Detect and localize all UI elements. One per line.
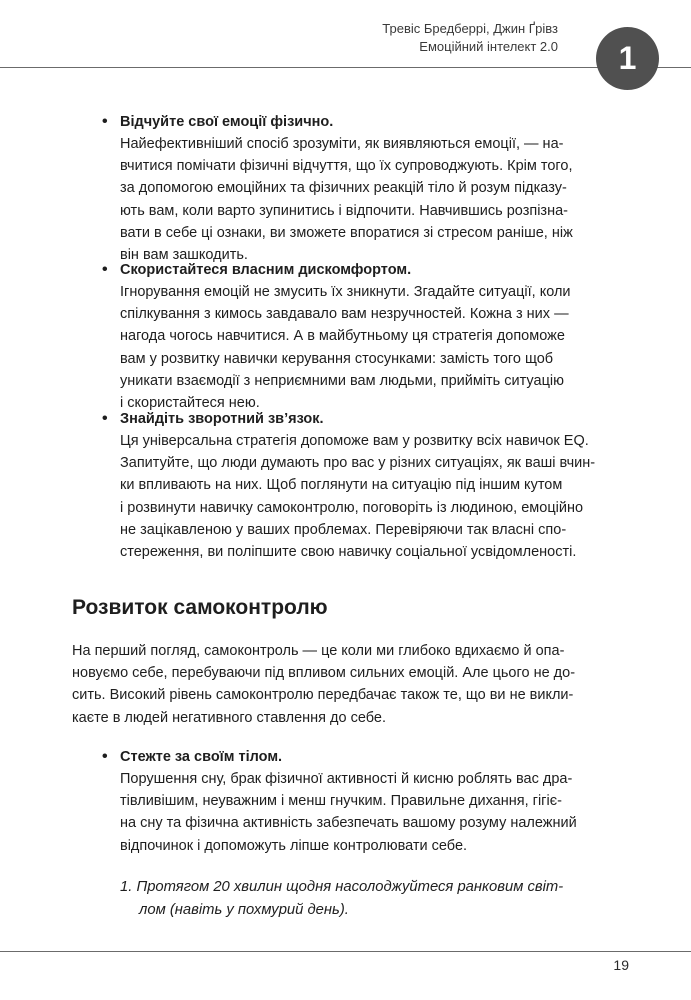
text-line: вати в себе ці ознаки, ви зможете впоратися зі стресом раніше, ніж [120,224,573,241]
bullet-body [120,768,630,857]
text-line: вчитися помічати фізичні відчуття, що їх супроводжують. Крім того, [120,158,573,175]
bullet-body [120,281,630,414]
text-line: тівливішим, неуважним і менш гнучким. Правильне дихання, гігіє- [120,793,562,810]
section-intro [72,640,630,729]
text-line: не зацікавленою у ваших проблемах. Перевіряючи так власні спо- [120,521,567,538]
bullet-item [120,746,630,857]
text-line: На перший погляд, самоконтроль — це коли ми глибоко вдихаємо й опа- [72,643,565,659]
header-text [382,20,558,56]
text-line: Ця універсальна стратегія допоможе вам у розвитку всіх навичок EQ. [120,433,589,449]
text-line: каєте в людей негативного ставлення до себе. [72,709,386,726]
bullet-title: • Стежте за своїм тілом. [120,746,630,768]
bullet-item [120,408,630,563]
text-line: лом (навіть у похмурий день). [139,901,349,918]
header-authors: Тревіс Бредберрі, Джин Ґрівз [382,21,558,36]
text-line: Ігнорування емоцій не змусить їх зникнути. Згадайте ситуації, коли [120,284,571,300]
section-heading: Розвиток самоконтролю [72,596,328,619]
text-line: і розвинути навичку самоконтролю, поговоріть із людиною, емоційно [120,499,584,516]
text-line: Порушення сну, брак фізичної активності й кисню роблять вас дра- [120,771,573,787]
page-number: 19 [613,957,629,973]
text-line: Протягом 20 хвилин щодня насолоджуйтеся ранковим світ- [136,879,564,895]
bullet-title: • Відчуйте свої емоції фізично. [120,111,630,133]
bullet-title: • Знайдіть зворотний зв’язок. [120,408,630,430]
bullet-body [120,430,630,563]
text-line: Запитуйте, що люди думають про вас у різних ситуаціях, як ваші вчин- [120,455,596,472]
text-line: ють вам, коли варто зупинитись і відпочити. Навчившись розпізна- [120,202,568,219]
header-book-title: Емоційний інтелект 2.0 [419,39,558,54]
item-number: 1. [120,879,133,895]
text-line: ки впливають на них. Щоб поглянути на ситуацію під іншим кутом [120,477,563,494]
text-line: на сну та фізична активність забезпечать вашому розуму належний [120,815,577,832]
text-line: сить. Високий рівень самоконтролю передбачає також те, що ви не викли- [72,687,574,704]
text-line: спілкування з кимось завдавало вам незручностей. Кожна з них — [120,306,569,323]
text-line: новуємо себе, перебуваючи під впливом сильних емоцій. Але цього не до- [72,665,576,682]
text-line: відпочинок і допоможуть ліпше контролювати себе. [120,837,468,854]
text-line: і скористайтеся нею. [120,395,260,412]
bullet-item [120,259,630,414]
text-line: нагода чогось навчитися. А в майбутньому ця стратегія допоможе [120,328,565,345]
chapter-number-badge: 1 [596,27,659,90]
footer-rule [0,951,691,952]
bullet-title: • Скористайтеся власним дискомфортом. [120,259,630,281]
bullet-body [120,133,630,266]
bullet-item [120,111,630,266]
text-line: уникати взаємодії з неприємними вам людьми, прийміть ситуацію [120,372,564,389]
text-line: за допомогою емоційних та фізичних реакцій тіло й розум підказу- [120,180,567,197]
text-line: Найефективніший спосіб зрозуміти, як виявляються емоції, — на- [120,136,564,152]
text-line: вам у розвитку навички керування стосунками: замість того щоб [120,350,554,367]
text-line: стереження, ви поліпшите свою навичку соціальної усвідомленості. [120,544,577,561]
numbered-item [120,876,630,921]
header-rule [0,67,691,68]
text-line: він вам зашкодить. [120,247,248,264]
